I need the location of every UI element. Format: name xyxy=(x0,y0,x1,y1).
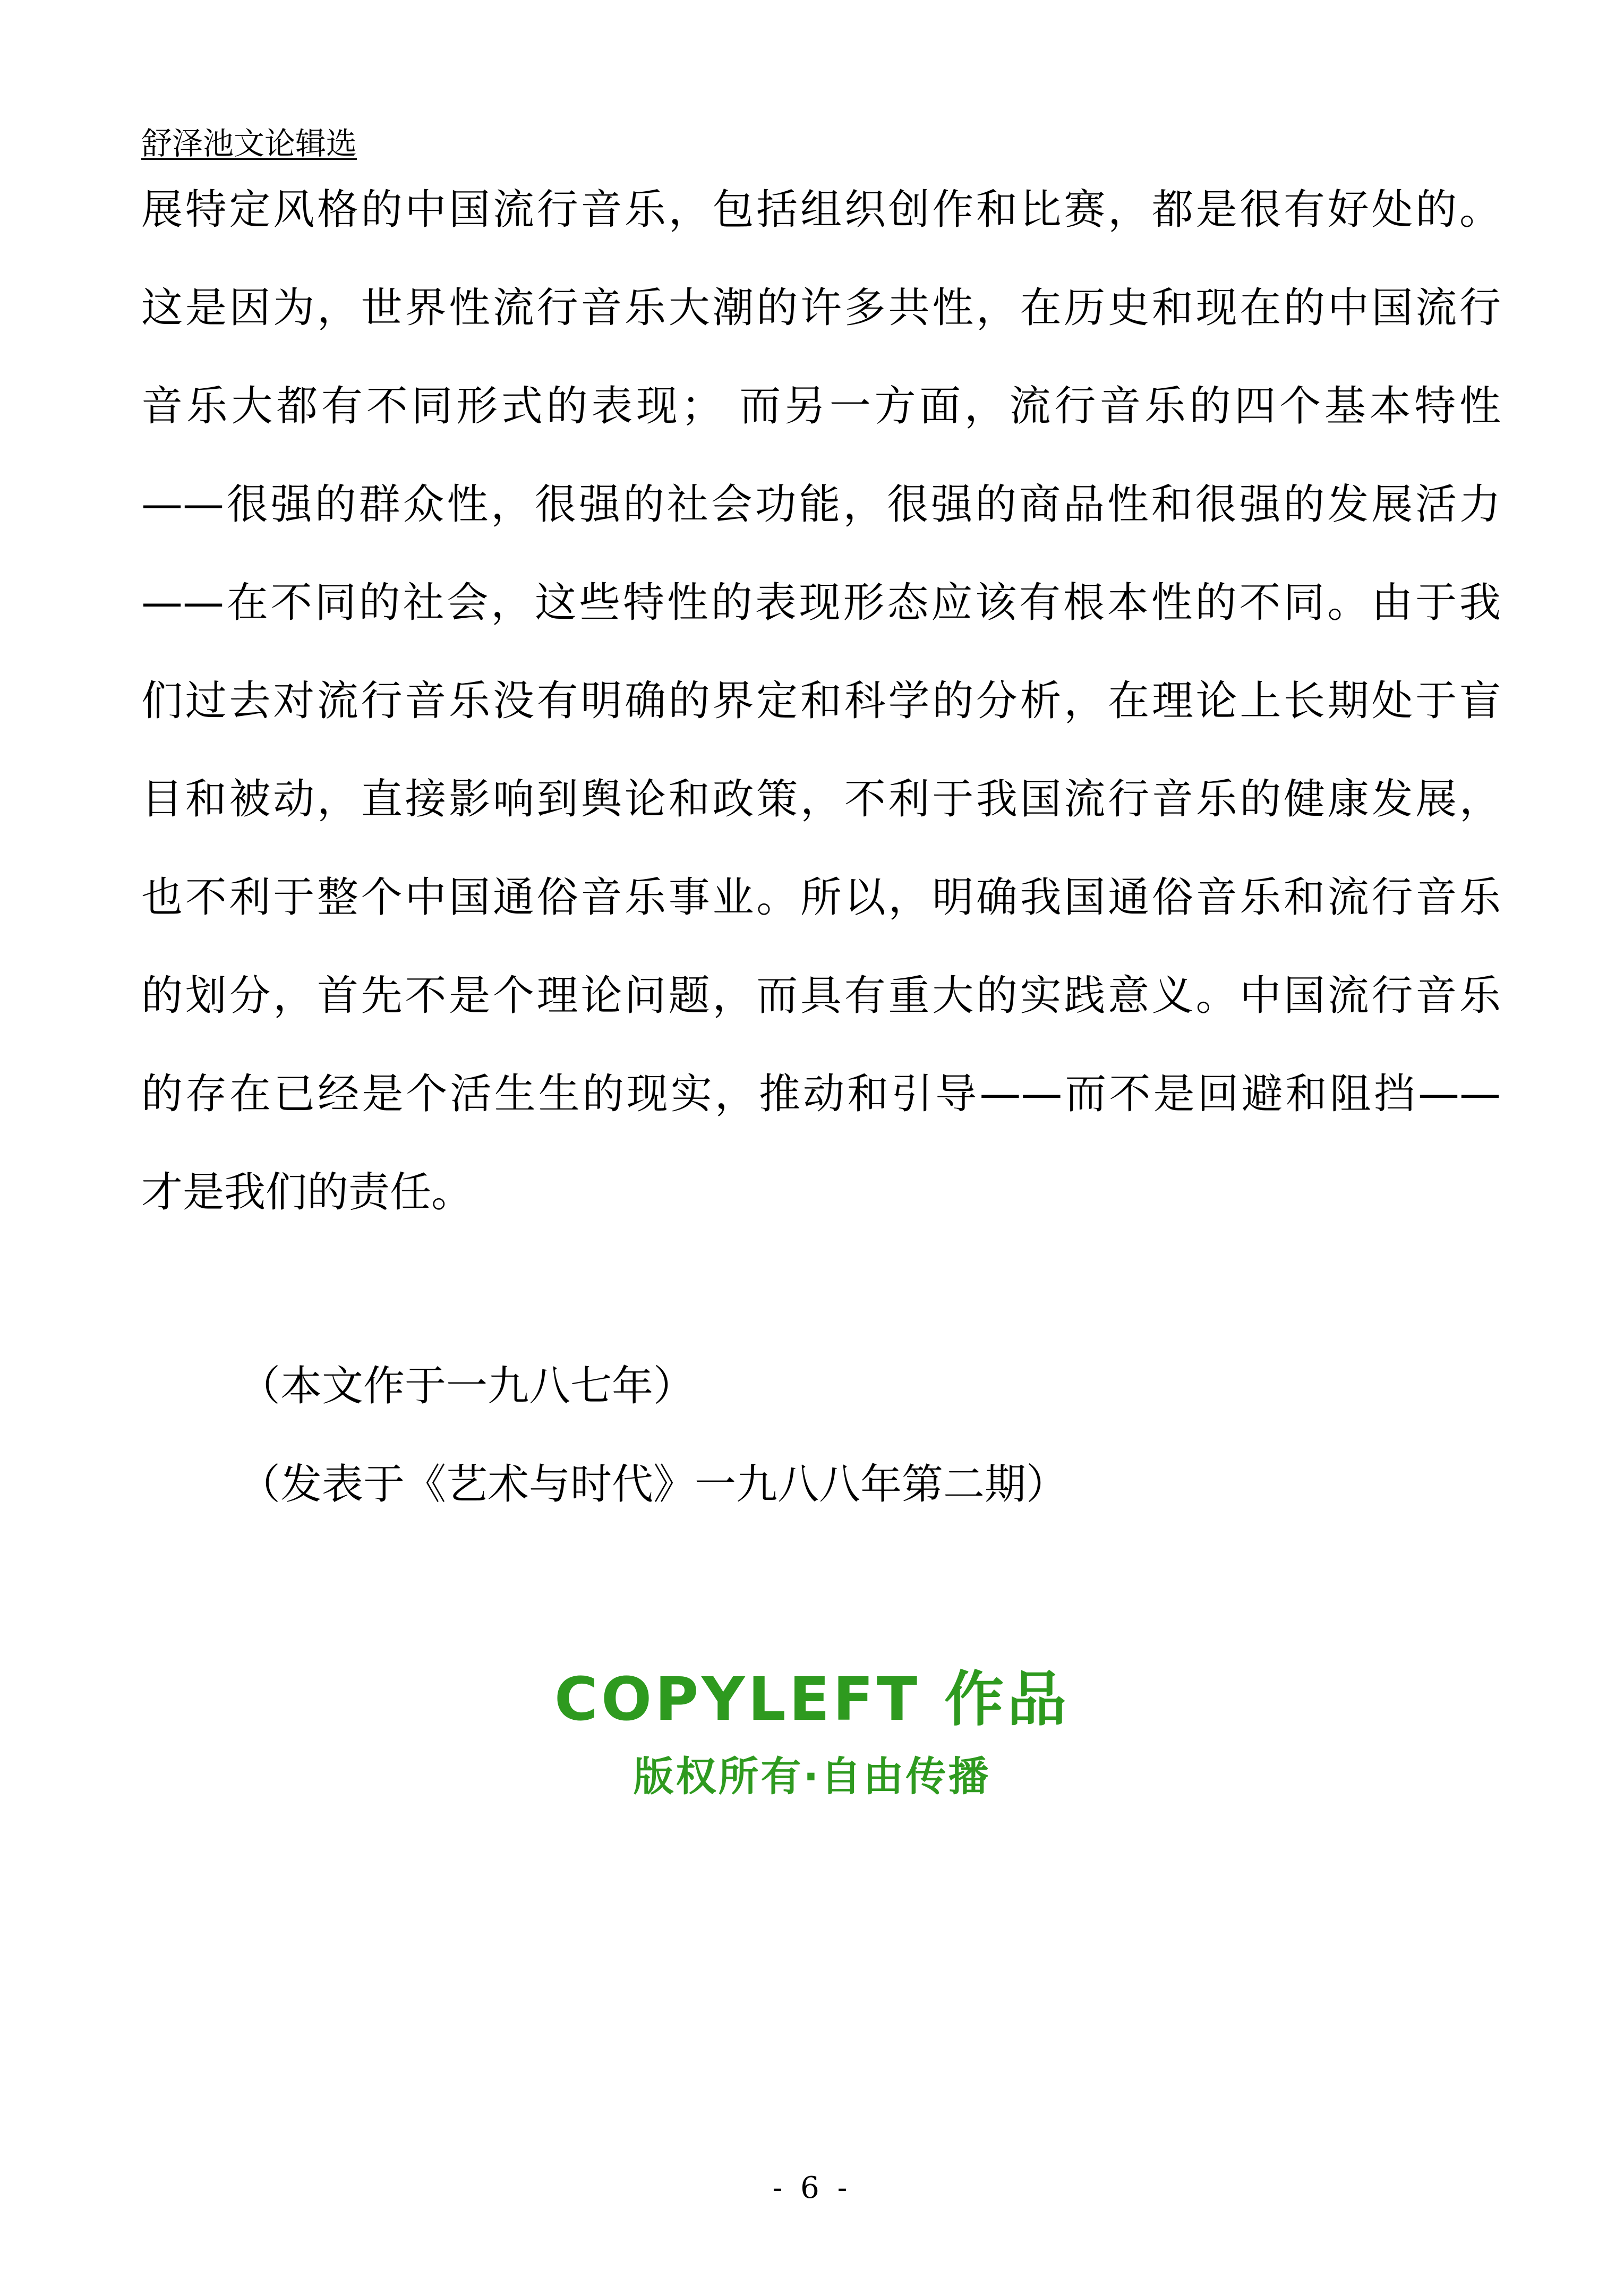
body-line: 也不利于整个中国通俗音乐事业。所以，明确我国通俗音乐和流行音乐 xyxy=(141,874,1501,922)
body-line: 目和被动，直接影响到舆论和政策，不利于我国流行音乐的健康发展， xyxy=(141,775,1501,823)
published-note: （发表于《艺术与时代》一九八八年第二期） xyxy=(239,1461,1068,1508)
body-line: 这是因为，世界性流行音乐大潮的许多共性，在历史和现在的中国流行 xyxy=(141,284,1501,332)
body-line: 展特定风格的中国流行音乐，包括组织创作和比赛，都是很有好处的。 xyxy=(141,186,1501,234)
body-text xyxy=(141,181,1501,1261)
copyleft-title: COPYLEFT 作品 xyxy=(554,1665,1070,1734)
running-header: 舒泽池文论辑选 xyxy=(141,125,357,161)
body-line: 音乐大都有不同形式的表现； 而另一方面，流行音乐的四个基本特性 xyxy=(141,382,1501,430)
publication-notes xyxy=(239,1357,1067,1554)
written-note: （本文作于一九八七年） xyxy=(239,1362,695,1410)
copyleft-stamp xyxy=(0,1662,1624,1803)
copyleft-subtitle: 版权所有·自由传播 xyxy=(633,1753,991,1800)
body-line: 的存在已经是个活生生的现实，推动和引导——而不是回避和阻挡—— xyxy=(141,1070,1501,1118)
body-line: 们过去对流行音乐没有明确的界定和科学的分析，在理论上长期处于盲 xyxy=(141,677,1501,725)
body-line: ——在不同的社会，这些特性的表现形态应该有根本性的不同。由于我 xyxy=(141,579,1501,627)
body-line: 的划分，首先不是个理论问题，而具有重大的实践意义。中国流行音乐 xyxy=(141,972,1501,1020)
body-line: ——很强的群众性，很强的社会功能，很强的商品性和很强的发展活力 xyxy=(141,481,1501,528)
page-number: - 6 - xyxy=(772,2171,852,2205)
body-line: 才是我们的责任。 xyxy=(141,1168,473,1216)
